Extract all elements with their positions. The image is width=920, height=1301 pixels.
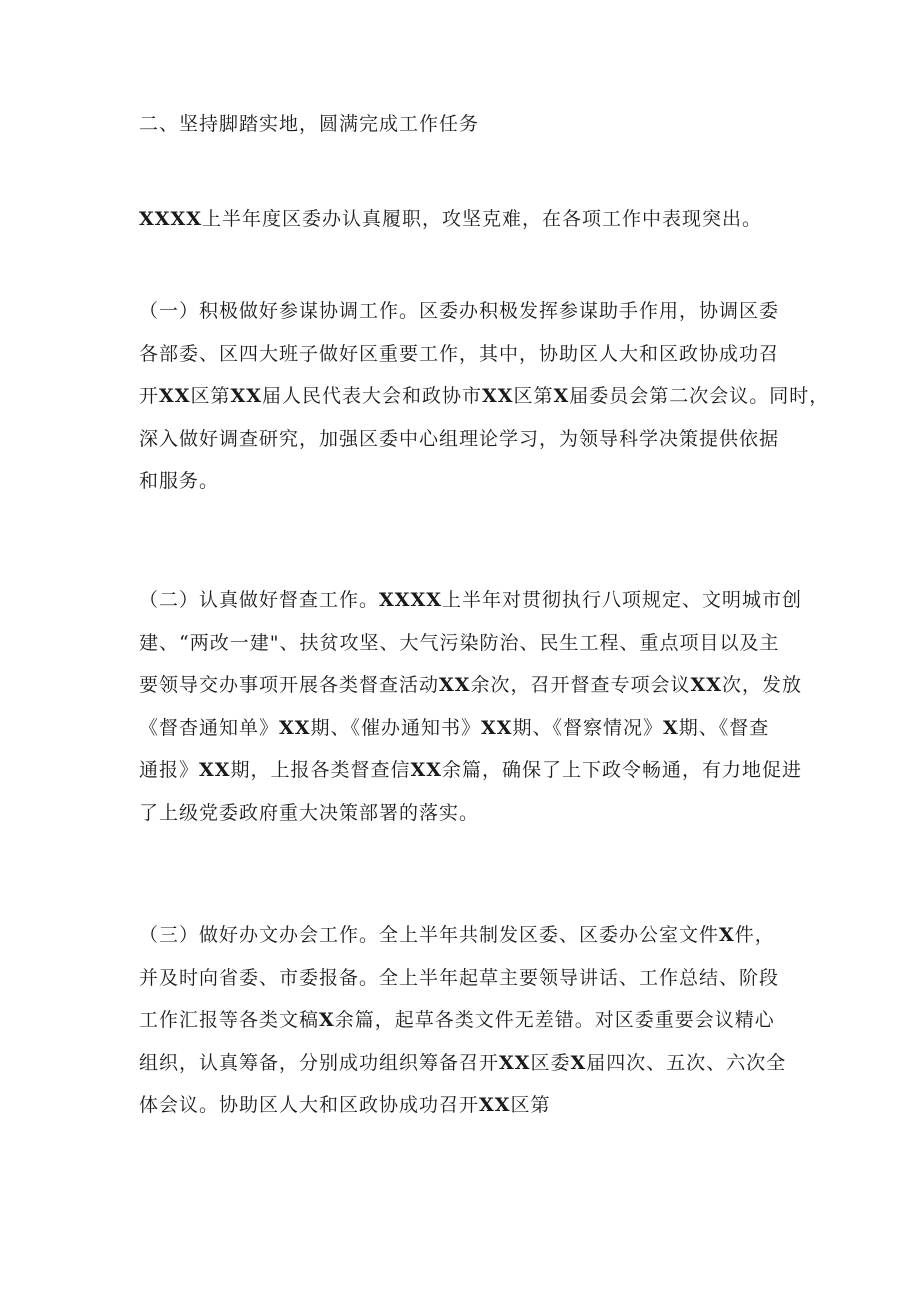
paragraph-line: 通报》XX期，上报各类督查信XX余篇，确保了上下政令畅通，有力地促进 <box>139 759 803 781</box>
paragraph-line: 了上级党委政府重大决策部署的落实。 <box>139 801 480 824</box>
paragraph-line: （三）做好办文办会工作。全上半年共制发区委、区委办公室文件X件， <box>139 924 775 946</box>
section-1-paragraph <box>139 290 830 503</box>
paragraph-line: 开XX区第XX届人民代表大会和政协市XX区第X届委员会第二次会议。同时， <box>139 385 830 407</box>
section-heading: 二、坚持脚踏实地，圆满完成工作任务 <box>139 113 480 135</box>
paragraph-line: 各部委、区四大班子做好区重要工作，其中，协助区人大和区政协成功召 <box>139 342 780 365</box>
paragraph-line: 并及时向省委、市委报备。全上半年起草主要领导讲话、工作总结、阶段 <box>139 966 780 989</box>
paragraph-line: 和服务。 <box>139 470 220 492</box>
paragraph-line: 要领导交办事项开展各类督查活动XX余次，召开督查专项会议XX次，发放 <box>139 674 803 696</box>
intro-paragraph <box>139 198 789 241</box>
section-2-paragraph <box>139 579 803 834</box>
paragraph-line: XXXX上半年度区委办认真履职，攻坚克难，在各项工作中表现突出。 <box>139 208 762 230</box>
paragraph-line: 《督杳通知单》XX期、《催办通知书》XX期、《督察情况》X期、《督查 <box>139 716 770 739</box>
paragraph-line: 深入做好调查研究，加强区委中心组理论学习，为领导科学决策提供依据 <box>139 427 780 450</box>
paragraph-line: 建、“两改一建"、扶贫攻坚、大气污染防治、民生工程、重点项目以及主 <box>139 631 780 654</box>
paragraph-line: （一）积极做好参谋协调工作。区委办积极发挥参谋助手作用，协调区委 <box>139 300 780 322</box>
paragraph-line: 组织，认真筹备，分别成功组织筹备召开XX区委X届四次、五次、六次全 <box>139 1051 787 1074</box>
section-3-paragraph <box>139 914 789 1127</box>
paragraph-line: （二）认真做好督查工作。XXXX上半年对贯彻执行八项规定、文明城市创 <box>139 589 802 611</box>
paragraph-line: 工作汇报等各类文稿X余篇，起草各类文件无差错。对区委重要会议精心 <box>139 1009 775 1031</box>
paragraph-line: 体会议。协助区人大和区政协成功召开XX区第 <box>139 1094 551 1116</box>
